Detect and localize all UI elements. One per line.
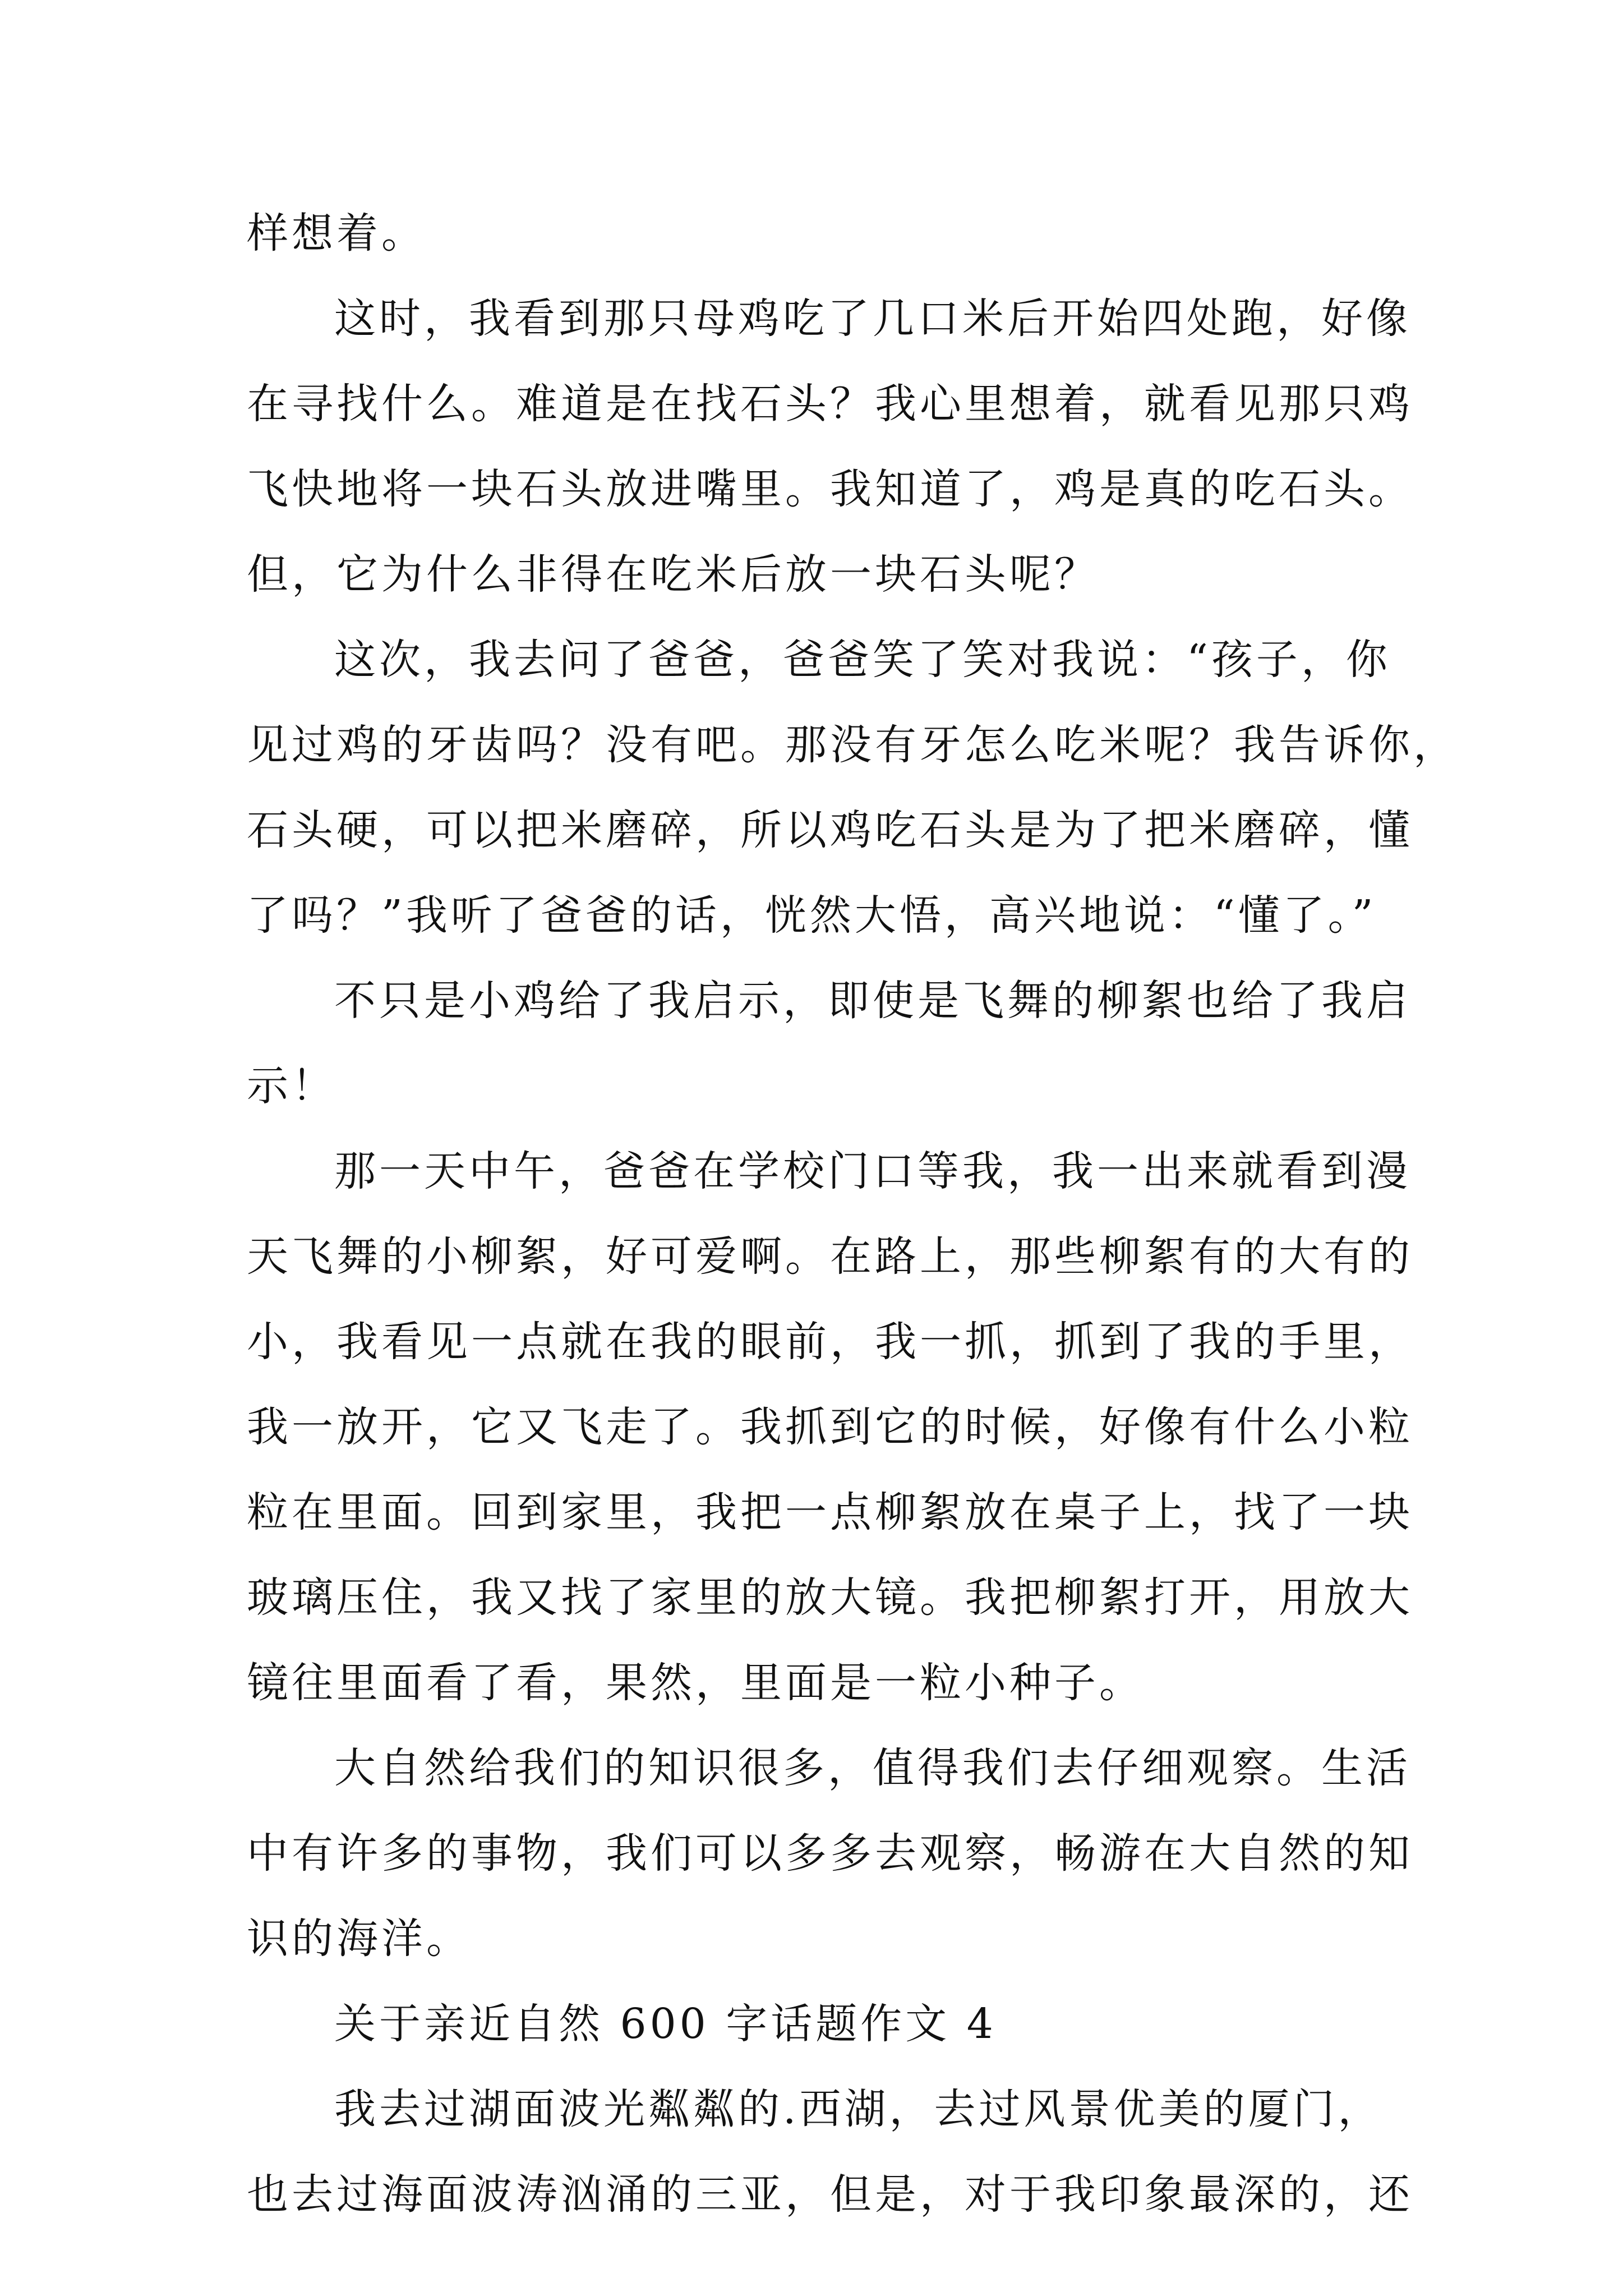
text-line: 了吗？”我听了爸爸的话，恍然大悟，高兴地说：“懂了。” [247, 891, 1377, 940]
text-line: 不只是小鸡给了我启示，即使是飞舞的柳絮也给了我启 [334, 977, 1411, 1025]
text-line: 小，我看见一点就在我的眼前，我一抓，抓到了我的手里， [247, 1318, 1413, 1366]
essay-text-block [247, 191, 1458, 2237]
text-line: 但，它为什么非得在吃米后放一块石头呢？ [247, 550, 1099, 599]
text-line: 飞快地将一块石头放进嘴里。我知道了，鸡是真的吃石头。 [247, 465, 1413, 513]
text-line: 玻璃压住，我又找了家里的放大镜。我把柳絮打开，用放大 [247, 1573, 1413, 1622]
text-line: 示！ [247, 1062, 336, 1110]
text-line: 在寻找什么。难道是在找石头？我心里想着，就看见那只鸡 [247, 380, 1413, 428]
text-line: 我去过湖面波光粼粼的.西湖，去过风景优美的厦门， [334, 2085, 1383, 2133]
text-line: 粒在里面。回到家里，我把一点柳絮放在桌子上，找了一块 [247, 1488, 1413, 1536]
text-line: 这时，我看到那只母鸡吃了几口米后开始四处跑，好像 [334, 295, 1411, 343]
text-line: 识的海洋。 [247, 1915, 471, 1963]
text-line: 也去过海面波涛汹涌的三亚，但是，对于我印象最深的，还 [247, 2170, 1413, 2219]
text-line: 这次，我去问了爸爸，爸爸笑了笑对我说：“孩子，你 [334, 636, 1391, 684]
text-line: 见过鸡的牙齿吗？没有吧。那没有牙怎么吃米呢？我告诉你， [247, 721, 1458, 769]
text-line: 关于亲近自然 600 字话题作文 4 [334, 2000, 997, 2048]
text-line: 天飞舞的小柳絮，好可爱啊。在路上，那些柳絮有的大有的 [247, 1232, 1413, 1281]
text-line: 样想着。 [247, 209, 426, 257]
text-line: 那一天中午，爸爸在学校门口等我，我一出来就看到漫 [334, 1147, 1411, 1195]
text-line: 石头硬，可以把米磨碎，所以鸡吃石头是为了把米磨碎，懂 [247, 806, 1413, 854]
text-line: 中有许多的事物，我们可以多多去观察，畅游在大自然的知 [247, 1829, 1413, 1878]
text-line: 大自然给我们的知识很多，值得我们去仔细观察。生活 [334, 1744, 1411, 1792]
text-line: 我一放开，它又飞走了。我抓到它的时候，好像有什么小粒 [247, 1403, 1413, 1451]
text-line: 镜往里面看了看，果然，里面是一粒小种子。 [247, 1659, 1144, 1707]
